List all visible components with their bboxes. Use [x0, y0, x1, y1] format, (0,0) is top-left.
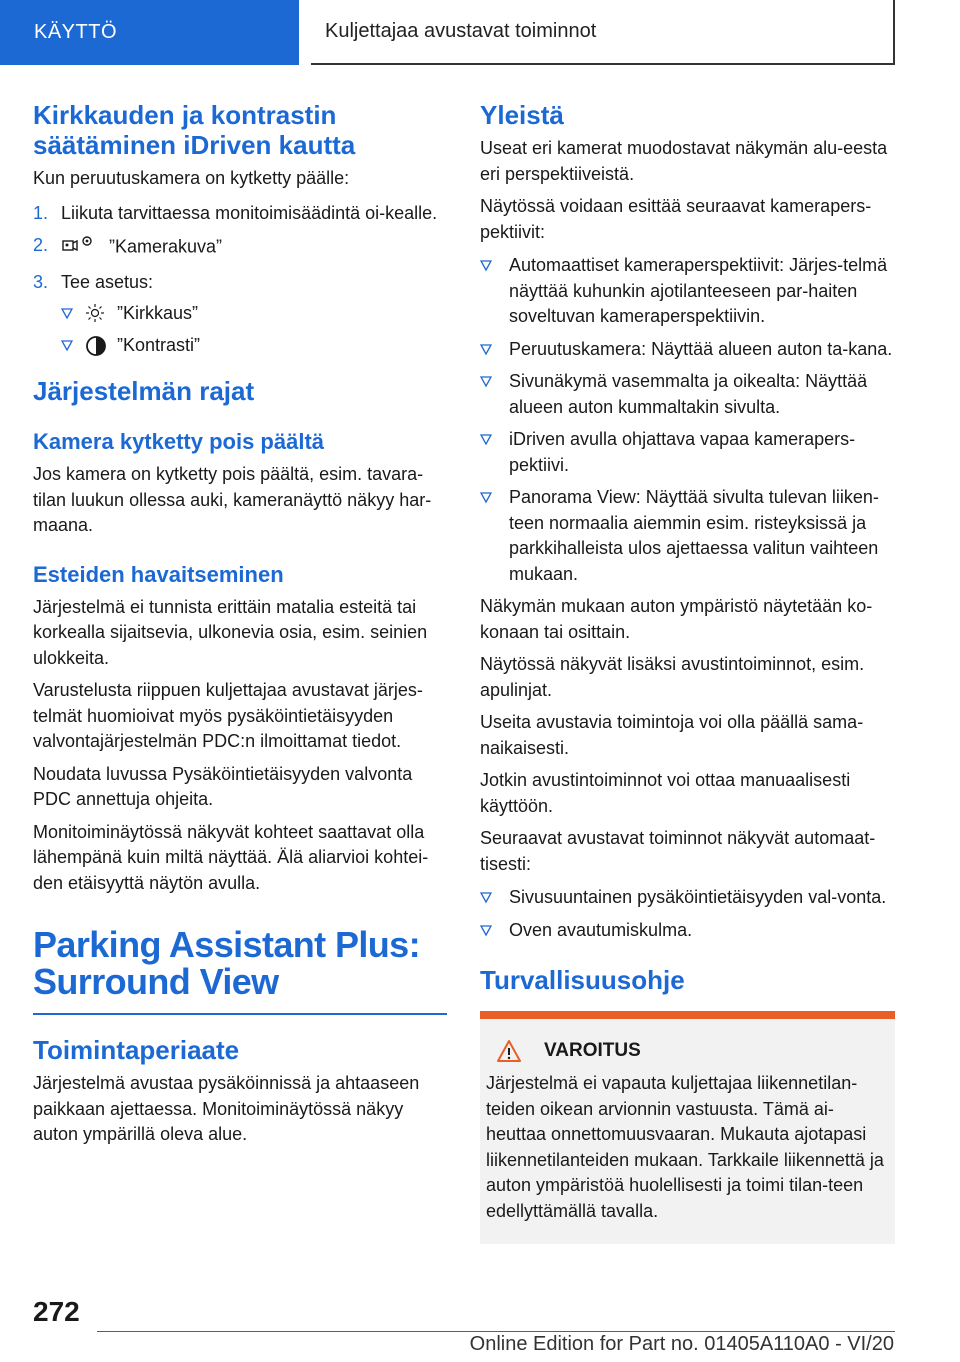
option-brightness: ”Kirkkaus”	[61, 301, 447, 327]
left-column	[33, 100, 447, 1148]
heading-camera-off: Kamera kytketty pois päältä	[33, 429, 325, 454]
triangle-bullet-icon	[480, 344, 492, 356]
right-column	[480, 100, 895, 1244]
contrast-icon	[85, 335, 107, 357]
warning-triangle-icon	[496, 1039, 522, 1063]
step-item: 2. ”Kamerakuva”	[33, 233, 447, 263]
list-item: Panorama View: Näyttää sivulta tulevan liiken-teen normaalia aiemmin esim. risteyksissä ja parkkihalleista ulos ajettaessa valitun vaihteen mukaan.	[480, 485, 895, 587]
obstacle-text-4: Monitoiminäytössä näkyvät kohteet saattavat olla lähempänä kuin miltä näyttää. Älä aliarvioi kohtei-den etäisyyttä näytön avulla.	[33, 821, 429, 893]
camera-off-text: Jos kamera on kytketty pois päältä, esim. tavara-tilan luukun ollessa auki, kameranäyttö näkyy har-maana.	[33, 464, 432, 535]
heading-safety: Turvallisuusohje	[480, 965, 685, 995]
general-text-3: Näkymän mukaan auton ympäristö näytetään ko-konaan tai osittain.	[480, 596, 873, 642]
auto-functions-list	[480, 885, 895, 943]
step-item: 1. Liikuta tarvittaessa monitoimisäädintä oi-kealle.	[33, 202, 438, 223]
heading-general: Yleistä	[480, 100, 564, 130]
triangle-bullet-icon	[480, 260, 492, 272]
obstacle-text-2: Varustelusta riippuen kuljettajaa avustavat järjes-telmät huomioivat myös pysäköintietäisyyden valvontajärjestelmän PDC:n ilmoittamat tiedot.	[33, 680, 423, 751]
principle-text: Järjestelmä avustaa pysäköinnissä ja ahtaaseen paikkaan ajettaessa. Monitoiminäytössä näkyy auton ympärillä oleva alue.	[33, 1073, 420, 1144]
triangle-bullet-icon	[480, 492, 492, 504]
heading-principle: Toimintaperiaate	[33, 1035, 240, 1065]
heading-obstacle-detection: Esteiden havaitseminen	[33, 561, 284, 587]
warning-box	[480, 1019, 895, 1244]
triangle-bullet-icon	[480, 925, 492, 937]
perspectives-list	[480, 253, 895, 587]
section-label: KÄYTTÖ	[34, 21, 118, 43]
general-text-2: Näytössä voidaan esittää seuraavat kamerapers-pektiivit:	[480, 196, 872, 242]
section-tab	[0, 0, 299, 65]
step-item: 3. Tee asetus: ”Kirkkaus” ”Kontrasti”	[33, 270, 447, 359]
list-item: Sivusuuntainen pysäköintietäisyyden val-vonta.	[480, 885, 895, 911]
obstacle-text-3: Noudata luvussa Pysäköintietäisyyden valvonta PDC annettuja ohjeita.	[33, 763, 413, 809]
heading-brightness: Kirkkauden ja kontrastin säätäminen iDriven kautta	[33, 100, 356, 160]
triangle-bullet-icon	[61, 340, 73, 352]
list-item: Automaattiset kameraperspektiivit: Järjes-telmä näyttää kuhunkin ajotilanteeseen par-haiten soveltuvan kameraperspektiivin.	[480, 253, 895, 330]
heading-system-limits: Järjestelmän rajat	[33, 376, 255, 406]
general-text-4: Näytössä näkyvät lisäksi avustintoiminnot, esim. apulinjat.	[480, 654, 865, 700]
triangle-bullet-icon	[480, 434, 492, 446]
heading-rule	[33, 1013, 447, 1015]
heading-parking-assistant: Parking Assistant Plus: Surround View	[33, 924, 420, 1002]
footer-rule	[97, 1331, 895, 1332]
general-text-1: Useat eri kamerat muodostavat näkymän alu-eesta eri perspektiiveistä.	[480, 138, 888, 184]
warning-bar	[480, 1011, 895, 1019]
intro-text: Kun peruutuskamera on kytketty päälle:	[33, 168, 350, 188]
camera-settings-icon	[61, 233, 97, 263]
option-contrast: ”Kontrasti”	[61, 333, 447, 359]
list-item: Sivunäkymä vasemmalta ja oikealta: Näyttää alueen auton kummaltakin sivulta.	[480, 369, 895, 420]
general-text-7: Seuraavat avustavat toiminnot näkyvät automaat-tisesti:	[480, 828, 876, 874]
list-item: iDriven avulla ohjattava vapaa kamerapers-pektiivi.	[480, 427, 895, 478]
obstacle-text-1: Järjestelmä ei tunnista erittäin matalia esteitä tai korkealla sijaitsevia, ulkonevia osia, esim. seinien ulokkeita.	[33, 596, 428, 668]
general-text-5: Useita avustavia toimintoja voi olla päällä sama-naikaisesti.	[480, 712, 864, 758]
chapter-label: Kuljettajaa avustavat toiminnot	[325, 20, 597, 42]
brightness-icon	[85, 303, 105, 323]
list-item: Oven avautumiskulma.	[480, 918, 895, 944]
warning-text: Järjestelmä ei vapauta kuljettajaa liikennetilan-teiden oikean arvionnin vastuusta. Tämä ai-heuttaa onnettomuusvaaran. Mukauta ajotapasi liikennetilanteiden mukaan. Tarkkaile liikennettä ja auton ympäristöä huolellisesti ja toimi tilan-teen edellyttämällä tavalla.	[486, 1073, 884, 1221]
setting-options	[61, 301, 447, 358]
triangle-bullet-icon	[480, 376, 492, 388]
general-text-6: Jotkin avustintoiminnot voi ottaa manuaalisesti käyttöön.	[480, 770, 851, 816]
list-item: Peruutuskamera: Näyttää alueen auton ta-kana.	[480, 337, 895, 363]
steps-list	[33, 201, 447, 359]
page-number: 272	[33, 1296, 80, 1327]
warning-header: VAROITUS	[486, 1039, 887, 1063]
triangle-bullet-icon	[480, 892, 492, 904]
chapter-header	[311, 0, 895, 65]
edition-text: Online Edition for Part no. 01405A110A0 - VI/20	[469, 1333, 894, 1355]
triangle-bullet-icon	[61, 308, 73, 320]
